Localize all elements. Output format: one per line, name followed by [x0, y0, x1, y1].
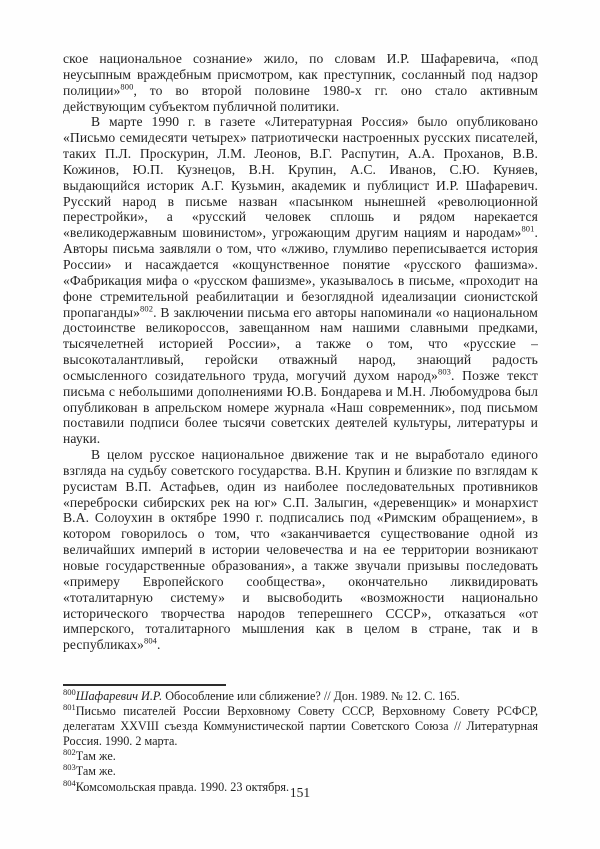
footnote-area [63, 684, 538, 795]
footnote-list [63, 686, 538, 795]
footnote-marker: 802 [140, 302, 154, 313]
footnote: $^{804}$Комсомольская правда. 1990. 23 октября. [63, 777, 290, 794]
italic-text: Шафаревич И.Р. [75, 689, 163, 703]
footnote-marker: 800 [120, 81, 134, 92]
footnote: $^{801}$Письмо писателей России Верховному Совету СССР, Верховному Совету РСФСР, делегатам XXVIII съезда Коммунистической партии Советского Союза // Литературная Россия. 1990. 2 марта. [63, 702, 538, 749]
paragraph: ское национальное сознание» жило, по словам И.Р. Шафаревича, «под неусыпным враждебным присмотром, как преступник, сосланный под надзор полиции»$^{800}$, то во второй половине 1980-х гг. оно стало активным действующим субъектом публичной политики. [63, 51, 538, 114]
footnote-marker: 801 [63, 702, 76, 713]
footnote-marker: 803 [437, 366, 452, 377]
footnote: $^{802}$Там же. [63, 747, 116, 764]
footnote-marker: 802 [63, 747, 76, 758]
footnote: $^{803}$Там же. [63, 762, 116, 779]
footnote-separator-rule [63, 684, 226, 686]
body-text [63, 51, 538, 653]
paragraph: В целом русское национальное движение так и не выработало единого взгляда на судьбу советского государства. В.Н. Крупин и близкие по взглядам к русистам В.П. Астафьев, один из наиболее последовательных противников «переброски сибирских рек на юг» С.П. Залыгин, «деревенщик» и монархист В.А. Солоухин в октябре 1990 г. подписались под «Римским обращением», в котором говорилось о том, что «заканчивается существование одной из величайших империй в истории человечества и на ее территории возникают новые государственные образования», а также звучали призывы последовать «примеру Европейского сообщества», окончательно ликвидировать «тоталитарную систему» и высвободить «возможности национально исторического творчества народов теперешнего СССР», отказаться «от имперского, тоталитарного мышления как в целом в стране, так и в республиках»$^{804}$. [63, 447, 538, 653]
paragraph: В марте 1990 г. в газете «Литературная Россия» было опубликовано «Письмо семидесяти четырех» патриотически настроенных русских писателей, таких П.Л. Проскурин, Л.М. Леонов, В.Г. Распутин, А.А. Проханов, В.В. Кожинов, Ю.П. Кузнецов, В.Н. Крупин, А.С. Иванов, С.Ю. Куняев, выдающийся историк А.Г. Кузьмин, академик и публицист И.Р. Шафаревич. Русский народ в письме назван «пасынком нынешней «революционной перестройки», а «русский человек сплошь и рядом нарекается «великодержавным шовинистом», угрожающим другим нациям и народам»$^{801}$. Авторы письма заявляли о том, что «лживо, глумливо переписывается история России» и насаждается «кощунственное понятие «русского фашизма». «Фабрикация мифа о «русском фашизме», указывалось в письме, «проходит на фоне стремительной реабилитации и безоглядной идеализации сионистской пропаганды»$^{802}$. В заключении письма его авторы напоминали «о национальном достоинстве великороссов, завещанном нам нашими славными предками, тысячелетней историей России», а также о том, что «русские – высокоталантливый, геройски отважный народ, знающий радость осмысленного созидательного труда, могучий духом народ»$^{803}$. Позже текст письма с небольшими дополнениями Ю.В. Бондарева и М.Н. Любомудрова был опубликован в апрельском номере журнала «Наш современник», под письмом поставили подписи более тысячи советских деятелей культуры, литературы и науки. [63, 114, 538, 447]
footnote-marker: 803 [63, 762, 76, 773]
footnote-marker: 804 [63, 777, 76, 788]
footnote-marker: 800 [63, 686, 76, 697]
footnote: $^{800}$Шафаревич И.Р. Обособление или сближение? // Дон. 1989. № 12. С. 165. [63, 686, 460, 703]
footnote-marker: 804 [143, 635, 158, 646]
page-number: 151 [289, 785, 311, 800]
footnote-marker: 801 [521, 223, 535, 234]
